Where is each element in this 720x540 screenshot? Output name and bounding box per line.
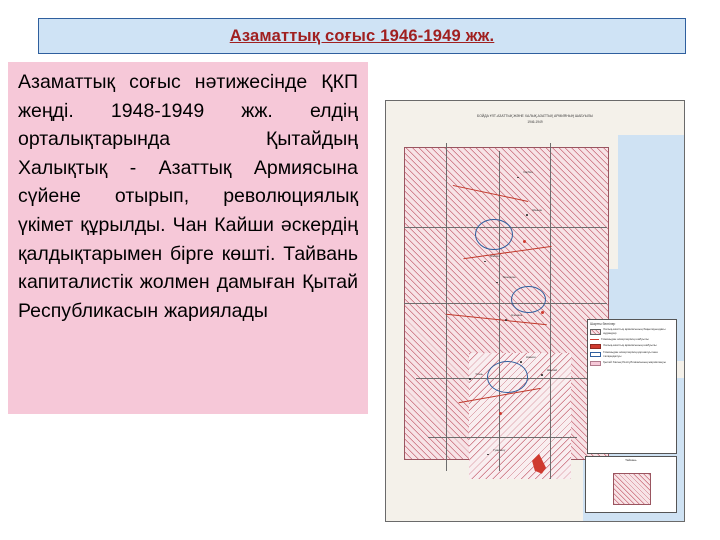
encirclement-marker — [487, 361, 528, 392]
map-image — [385, 100, 685, 522]
city-label-harbin: Харбин — [523, 170, 533, 175]
city-dot — [520, 361, 522, 363]
encirclement-marker — [475, 219, 513, 250]
legend-swatch-blue-icon — [590, 352, 601, 357]
boundary-line — [550, 143, 551, 479]
city-label-nanjing: Нанкин — [526, 355, 536, 360]
map-canvas — [386, 101, 684, 521]
legend-item — [590, 328, 673, 335]
legend-item-label: Халық-азаттық армиясының шабуылы — [603, 343, 657, 348]
city-dot — [484, 261, 486, 263]
city-dot — [517, 177, 519, 179]
city-dot — [496, 282, 498, 284]
map-caption — [440, 114, 631, 125]
boundary-line — [446, 143, 447, 471]
inset-island-shape — [613, 473, 651, 505]
legend-swatch-pink-icon — [590, 361, 601, 366]
city-label-guangzhou: Гуанчжоу — [493, 447, 506, 452]
map-caption-main: БОЙДА ҰЛТ-АЗАТТЫҚ ЖӘНЕ ХАЛЫҚ-АЗАТТЫҚ АРМИЯНЫҢ ШАБУЫЛЫ — [477, 113, 593, 118]
battle-site — [541, 311, 544, 314]
city-label-shanghai: Шанхай — [546, 367, 558, 372]
city-dot — [541, 374, 543, 376]
page-title: Азаматтық соғыс 1946-1949 жж. — [229, 26, 495, 45]
legend-swatch-hatch-icon — [590, 329, 601, 334]
city-dot — [526, 214, 528, 216]
legend-item-label: Гоминьдан әскерлерінің шабуылы — [601, 336, 649, 341]
legend-item — [590, 338, 673, 342]
boundary-line — [499, 151, 500, 470]
title-banner — [38, 18, 686, 54]
map-inset-label: Тайвань — [625, 458, 637, 463]
legend-item-label: Қытай Халық Республикасының жариялануы — [603, 360, 666, 365]
legend-item — [590, 344, 673, 349]
city-dot — [469, 378, 471, 380]
city-label-beiping: Бэйпин — [490, 254, 500, 259]
legend-swatch-red-icon — [590, 344, 601, 349]
legend-title: Шартты белгілер — [590, 322, 616, 327]
map-legend — [587, 319, 676, 453]
city-label-wuhan: Ухань — [475, 371, 483, 376]
city-label-shenyang: Шэньян — [532, 208, 543, 213]
boundary-line — [428, 437, 577, 438]
legend-item — [590, 351, 673, 358]
encirclement-marker — [511, 286, 546, 313]
legend-item-label: Халық-азаттық армиясының бақылауындағы аудандар — [603, 327, 666, 335]
city-label-jinan: Цзинань — [511, 313, 523, 318]
map-inset — [585, 456, 676, 513]
city-label-tianjin: Тяньцзинь — [502, 275, 516, 280]
legend-swatch-arrow-icon — [590, 339, 599, 341]
city-dot — [505, 319, 507, 321]
boundary-line — [404, 303, 607, 304]
battle-site — [523, 240, 526, 243]
map-caption-sub: 1946-1949 — [527, 119, 543, 124]
legend-item — [590, 361, 673, 366]
text-panel — [8, 62, 368, 414]
body-paragraph: Азаматтық соғыс нәтижесінде ҚКП жеңді. 1948-1949 жж. елдің орталықтарында Қытайдың Халықтық - Азаттық Армиясына сүйене отырып, революциялық үкімет құрылды. Чан Кайши әскердің қалдықтарымен бірге көшті. Тайвань капиталистік жолмен дамыған Қытай Республикасын жариялады — [18, 71, 358, 322]
legend-item-label: Гоминьдан әскерлерінің қоршалуы мен талқандалуы — [603, 350, 658, 358]
